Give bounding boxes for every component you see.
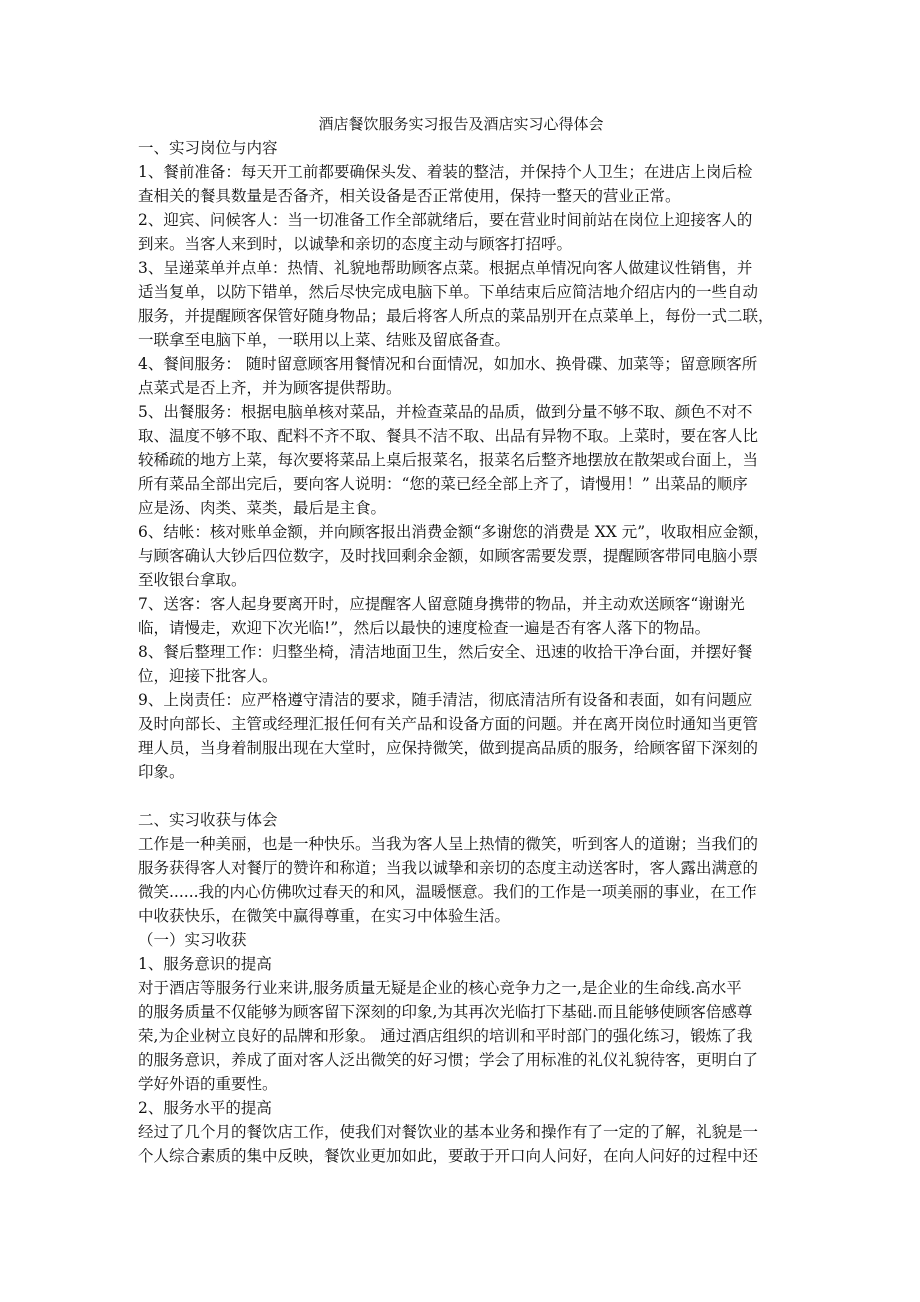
document-page [138,112,784,1168]
blank-line [138,784,784,808]
text-line: 微笑......我的内心仿佛吹过春天的和风，温暖惬意。我们的工作是一项美丽的事业，在工作 [138,883,757,901]
text-line: 位，迎接下批客人。 [138,667,278,685]
text-line: 学好外语的重要性。 [138,1075,278,1093]
text-line: 1、餐前准备：每天开工前都要确保头发、着装的整洁，并保持个人卫生；在进店上岗后检 [138,163,753,181]
text-line: 一联拿至电脑下单，一联用以上菜、结账及留底备查。 [138,331,511,349]
text-line: 工作是一种美丽，也是一种快乐。当我为客人呈上热情的微笑，听到客人的道谢；当我们的 [138,835,759,853]
text-line: 点菜式是否上齐，并为顾客提供帮助。 [138,379,402,397]
text-line: 理人员，当身着制服出现在大堂时，应保持微笑，做到提高品质的服务，给顾客留下深刻的 [138,739,759,757]
document-title: 酒店餐饮服务实习报告及酒店实习心得体会 [318,115,604,133]
subsection-heading: 1、服务意识的提高 [138,955,272,973]
text-line: 荣,为企业树立良好的品牌和形象。 通过酒店组织的培训和平时部门的强化练习，锻炼了我 [138,1027,753,1045]
text-line: 个人综合素质的集中反映，餐饮业更加如此，要敢于开口向人问好，在向人问好的过程中还 [138,1147,759,1165]
subsection-heading: （一）实习收获 [138,931,247,949]
text-line: 经过了几个月的餐饮店工作，使我们对餐饮业的基本业务和操作有了一定的了解，礼貌是一 [138,1123,759,1141]
text-line: 服务，并提醒顾客保管好随身物品；最后将客人所点的菜品别开在点菜单上，每份一式二联， [138,307,774,325]
text-line: 到来。当客人来到时，以诚挚和亲切的态度主动与顾客打招呼。 [138,235,573,253]
section-heading: 二、实习收获与体会 [138,811,278,829]
text-line: 应是汤、肉类、菜类，最后是主食。 [138,499,387,517]
text-line: 对于酒店等服务行业来讲,服务质量无疑是企业的核心竞争力之一,是企业的生命线.高水平 [138,979,742,997]
text-line: 9、上岗责任：应严格遵守清洁的要求，随手清洁，彻底清洁所有设备和表面，如有问题应 [138,691,753,709]
section-heading: 一、实习岗位与内容 [138,139,278,157]
text-line: 适当复单，以防下错单，然后尽快完成电脑下单。下单结束后应简洁地介绍店内的一些自动 [138,283,759,301]
text-line: 与顾客确认大钞后四位数字，及时找回剩余金额，如顾客需要发票，提醒顾客带同电脑小票 [138,547,759,565]
section-internship-content [138,136,784,784]
text-line: 中收获快乐，在微笑中赢得尊重，在实习中体验生活。 [138,907,511,925]
text-line: 取、温度不够不取、配料不齐不取、餐具不洁不取、出品有异物不取。上菜时，要在客人比 [138,427,759,445]
text-line: 服务获得客人对餐厅的赞许和称道；当我以诚挚和亲切的态度主动送客时，客人露出满意的 [138,859,759,877]
text-line: 2、迎宾、问候客人：当一切准备工作全部就绪后，要在营业时间前站在岗位上迎接客人的 [138,211,753,229]
text-line: 6、结帐：核对账单金额，并向顾客报出消费金额“多谢您的消费是 XX 元”，收取相应金额， [138,523,770,541]
text-line: 及时向部长、主管或经理汇报任何有关产品和设备方面的问题。并在离开岗位时通知当更管 [138,715,759,733]
text-line: 5、出餐服务：根据电脑单核对菜品，并检查菜品的品质，做到分量不够不取、颜色不对不 [138,403,753,421]
text-line: 4、餐间服务： 随时留意顾客用餐情况和台面情况，如加水、换骨碟、加菜等；留意顾客所 [138,355,758,373]
text-line: 临，请慢走，欢迎下次光临!”，然后以最快的速度检查一遍是否有客人落下的物品。 [138,619,711,637]
text-line: 至收银台拿取。 [138,571,247,589]
text-line: 8、餐后整理工作：归整坐椅，清洁地面卫生，然后安全、迅速的收拾干净台面，并摆好餐 [138,643,753,661]
text-line: 的服务意识，养成了面对客人泛出微笑的好习惯；学会了用标准的礼仪礼貌待客，更明白了 [138,1051,759,1069]
text-line: 所有菜品全部出完后，要向客人说明：“您的菜已经全部上齐了，请慢用！” 出菜品的顺序 [138,475,748,493]
text-line: 印象。 [138,763,185,781]
section-internship-gains [138,808,784,1168]
subsection-heading: 2、服务水平的提高 [138,1099,272,1117]
text-line: 3、呈递菜单并点单：热情、礼貌地帮助顾客点菜。根据点单情况向客人做建议性销售，并 [138,259,753,277]
text-line: 的服务质量不仅能够为顾客留下深刻的印象,为其再次光临打下基础.而且能够使顾客倍感尊 [138,1003,753,1021]
text-line: 查相关的餐具数量是否备齐，相关设备是否正常使用，保持一整天的营业正常。 [138,187,681,205]
text-line: 较稀疏的地方上菜，每次要将菜品上桌后报菜名，报菜名后整齐地摆放在散架或台面上，当 [138,451,759,469]
text-line: 7、送客：客人起身要离开时，应提醒客人留意随身携带的物品，并主动欢送顾客“谢谢光 [138,595,745,613]
